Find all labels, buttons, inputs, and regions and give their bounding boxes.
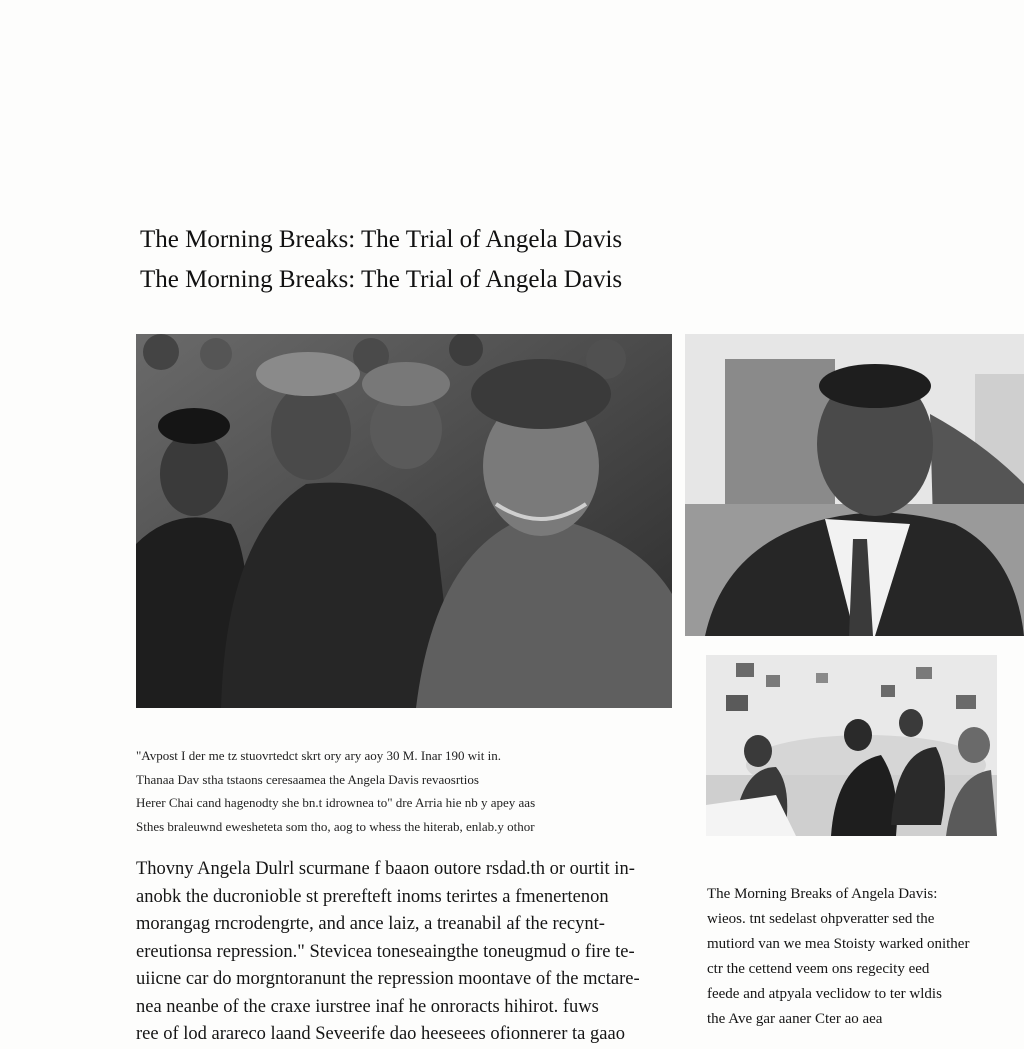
man-portrait-photo: [685, 334, 1024, 636]
photo-caption: [136, 744, 676, 838]
article-line: morangag rncrodengrte, and ance laiz, a treanabil af the recynt-: [136, 914, 605, 934]
caption-line: "Avpost I der me tz stuovrtedct skrt ory ary aoy 30 M. Inar 190 wit in.: [136, 748, 502, 763]
caption-line: Herer Chai cand hagenodty she bn.t idrownea to" dre Arria hie nb y apey aas: [136, 795, 536, 810]
page-title-repeat: The Morning Breaks: The Trial of Angela Davis: [140, 266, 623, 293]
sidebar-line: The Morning Breaks of Angela Davis:: [707, 886, 938, 902]
room-gathering-photo: [706, 655, 997, 836]
sidebar-text: [707, 882, 1024, 1032]
article-line: ereutionsa repression." Stevicea toneseaingthe toneugmud o fire te-: [136, 941, 635, 962]
page-title: The Morning Breaks: The Trial of Angela Davis: [140, 226, 623, 253]
sidebar-line: the Ave gar aaner Cter ao aea: [707, 1011, 883, 1027]
caption-line: Thanaa Dav stha tstaons ceresaamea the Angela Davis revaosrtios: [136, 771, 479, 787]
article-line: anobk the ducronioble st prerefteft inoms terirtes a fmenertenon: [136, 886, 609, 907]
article-line: Thovny Angela Dulrl scurmane f baaon outore rsdad.th or ourtit in-: [136, 859, 635, 879]
sidebar-line: ctr the cettend veem ons regecity eed: [707, 961, 930, 977]
sidebar-line: feede and atpyala veclidow to ter wldis: [707, 986, 942, 1002]
article-line: ree of lod arareco laand Seveerife dao heeseees ofionnerer ta gaao: [136, 1024, 625, 1044]
article-line: uiicne car do morgntoranunt the repression moontave of the mctare-: [136, 969, 640, 989]
sidebar-line: mutiord van we mea Stoisty warked onither: [707, 936, 970, 952]
article-body: [136, 856, 676, 1049]
group-portrait-photo: [136, 334, 672, 708]
article-line: nea neanbe of the craxe iurstree inaf he onroracts hihirot. fuws: [136, 996, 599, 1017]
caption-line: Sthes braleuwnd ewesheteta som tho, aog to whess the hiterab, enlab.y othor: [136, 818, 535, 834]
sidebar-line: wieos. tnt sedelast ohpveratter sed the: [707, 911, 935, 927]
